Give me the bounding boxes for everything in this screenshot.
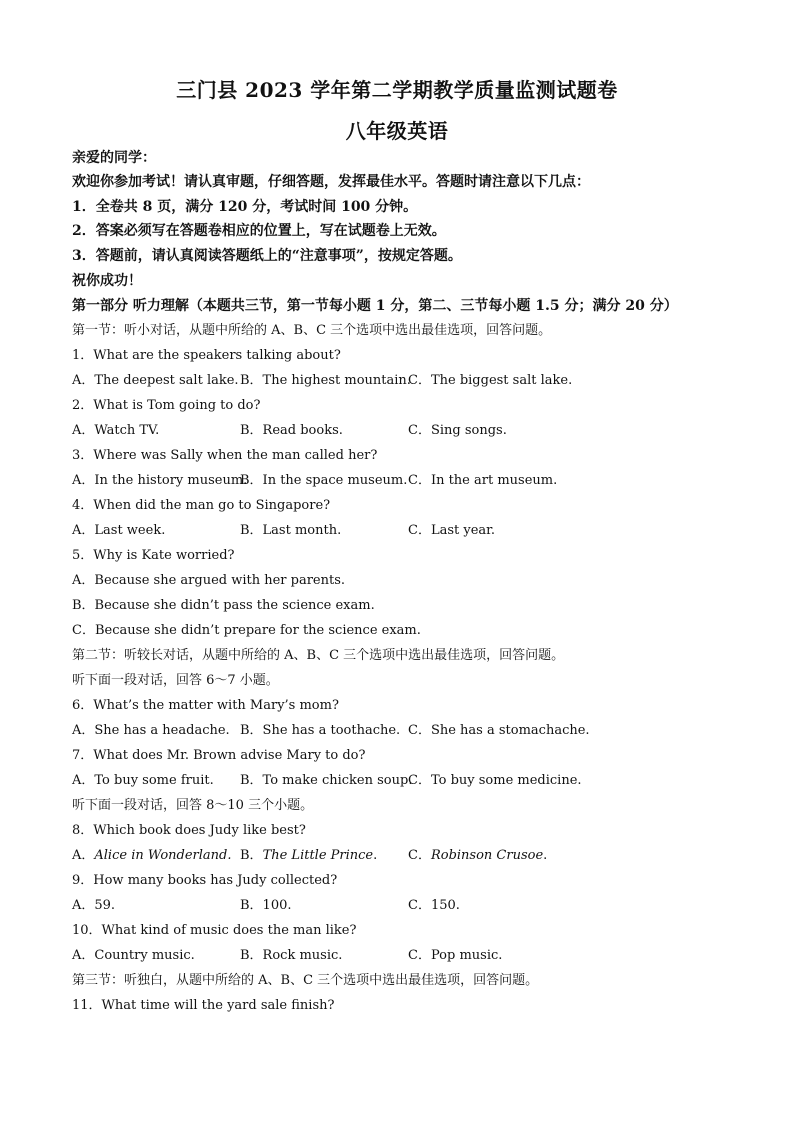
q3-option-b: B．In the space museum. [240, 473, 408, 488]
greeting: 亲爱的同学： [72, 150, 156, 166]
note-2: 2．答案必须写在答题卷相应的位置上，写在试题卷上无效。 [72, 223, 446, 239]
q5-option-a: A．Because she argued with her parents. [72, 573, 346, 588]
q10-option-c: C．Pop music. [408, 948, 503, 963]
q1-option-c: C．The biggest salt lake. [408, 373, 573, 388]
section1-instruction: 第一节：听小对话，从题中所给的 A、B、C 三个选项中选出最佳选项，回答问题。 [72, 323, 552, 338]
instruction-q6-7: 听下面一段对话，回答 6～7 小题。 [72, 673, 279, 688]
q1-option-b: B．The highest mountain. [240, 373, 411, 388]
q6-option-c: C．She has a stomachache. [408, 723, 590, 738]
question-9: 9．How many books has Judy collected? [72, 873, 338, 888]
q8-option-b-period: . [373, 848, 378, 863]
exam-title: 三门县 2023 学年第二学期教学质量监测试题卷 [176, 78, 618, 102]
q2-option-c: C．Sing songs. [408, 423, 507, 438]
q10-option-a: A．Country music. [72, 948, 195, 963]
question-5: 5．Why is Kate worried? [72, 548, 235, 563]
q8-option-a [72, 847, 232, 865]
wish-text: 祝你成功！ [72, 273, 142, 289]
q7-option-b: B．To make chicken soup. [240, 773, 413, 788]
q8-option-c-text: Robinson Crusoe [430, 848, 544, 863]
exam-subject: 八年级英语 [345, 119, 449, 143]
question-8: 8．Which book does Judy like best? [72, 823, 306, 838]
q9-option-b: B．100. [240, 898, 292, 913]
q8-option-c [408, 847, 547, 865]
q8-option-b-text: The Little Prince [262, 848, 374, 863]
question-11: 11．What time will the yard sale finish? [72, 998, 335, 1013]
part1-heading: 第一部分 听力理解（本题共三节，第一节每小题 1 分，第二、三节每小题 1.5 分；满分 20 分） [72, 298, 678, 314]
question-7: 7．What does Mr. Brown advise Mary to do? [72, 748, 366, 763]
q3-option-c: C．In the art museum. [408, 473, 558, 488]
q9-option-c: C．150. [408, 898, 460, 913]
q4-option-a: A．Last week. [72, 523, 166, 538]
q5-option-c: C．Because she didn’t prepare for the science exam. [72, 623, 421, 638]
q3-option-a: A．In the history museum. [72, 473, 248, 488]
q7-option-c: C．To buy some medicine. [408, 773, 582, 788]
q9-option-a: A．59. [72, 898, 116, 913]
question-10: 10．What kind of music does the man like? [72, 923, 357, 938]
question-6: 6．What’s the matter with Mary’s mom? [72, 698, 339, 713]
q7-option-a: A．To buy some fruit. [72, 773, 214, 788]
q8-option-b-label: B． [240, 848, 263, 863]
note-3: 3．答题前，请认真阅读答题纸上的“注意事项”，按规定答题。 [72, 248, 462, 264]
q10-option-b: B．Rock music. [240, 948, 343, 963]
question-1: 1．What are the speakers talking about? [72, 348, 341, 363]
q8-option-c-period: . [543, 848, 548, 863]
question-4: 4．When did the man go to Singapore? [72, 498, 331, 513]
q6-option-b: B．She has a toothache. [240, 723, 401, 738]
question-3: 3．Where was Sally when the man called her? [72, 448, 378, 463]
q6-option-a: A．She has a headache. [72, 723, 230, 738]
q4-option-c: C．Last year. [408, 523, 496, 538]
q8-option-a-text: Alice in Wonderland. [94, 848, 232, 863]
q4-option-b: B．Last month. [240, 523, 342, 538]
q8-option-b [240, 847, 377, 865]
q8-option-c-label: C． [408, 848, 431, 863]
q2-option-a: A．Watch TV. [72, 423, 160, 438]
note-1: 1．全卷共 8 页，满分 120 分，考试时间 100 分钟。 [72, 199, 418, 215]
q1-option-a: A．The deepest salt lake. [72, 373, 239, 388]
question-2: 2．What is Tom going to do? [72, 398, 261, 413]
section3-instruction: 第三节：听独白，从题中所给的 A、B、C 三个选项中选出最佳选项，回答问题。 [72, 973, 539, 988]
q2-option-b: B．Read books. [240, 423, 343, 438]
instruction-q8-10: 听下面一段对话，回答 8～10 三个小题。 [72, 798, 314, 813]
welcome-text: 欢迎你参加考试！请认真审题，仔细答题，发挥最佳水平。答题时请注意以下几点： [72, 174, 590, 190]
q5-option-b: B．Because she didn’t pass the science exam. [72, 598, 375, 613]
q8-option-a-label: A． [72, 848, 95, 863]
section2-instruction: 第二节：听较长对话，从题中所给的 A、B、C 三个选项中选出最佳选项，回答问题。 [72, 648, 565, 663]
